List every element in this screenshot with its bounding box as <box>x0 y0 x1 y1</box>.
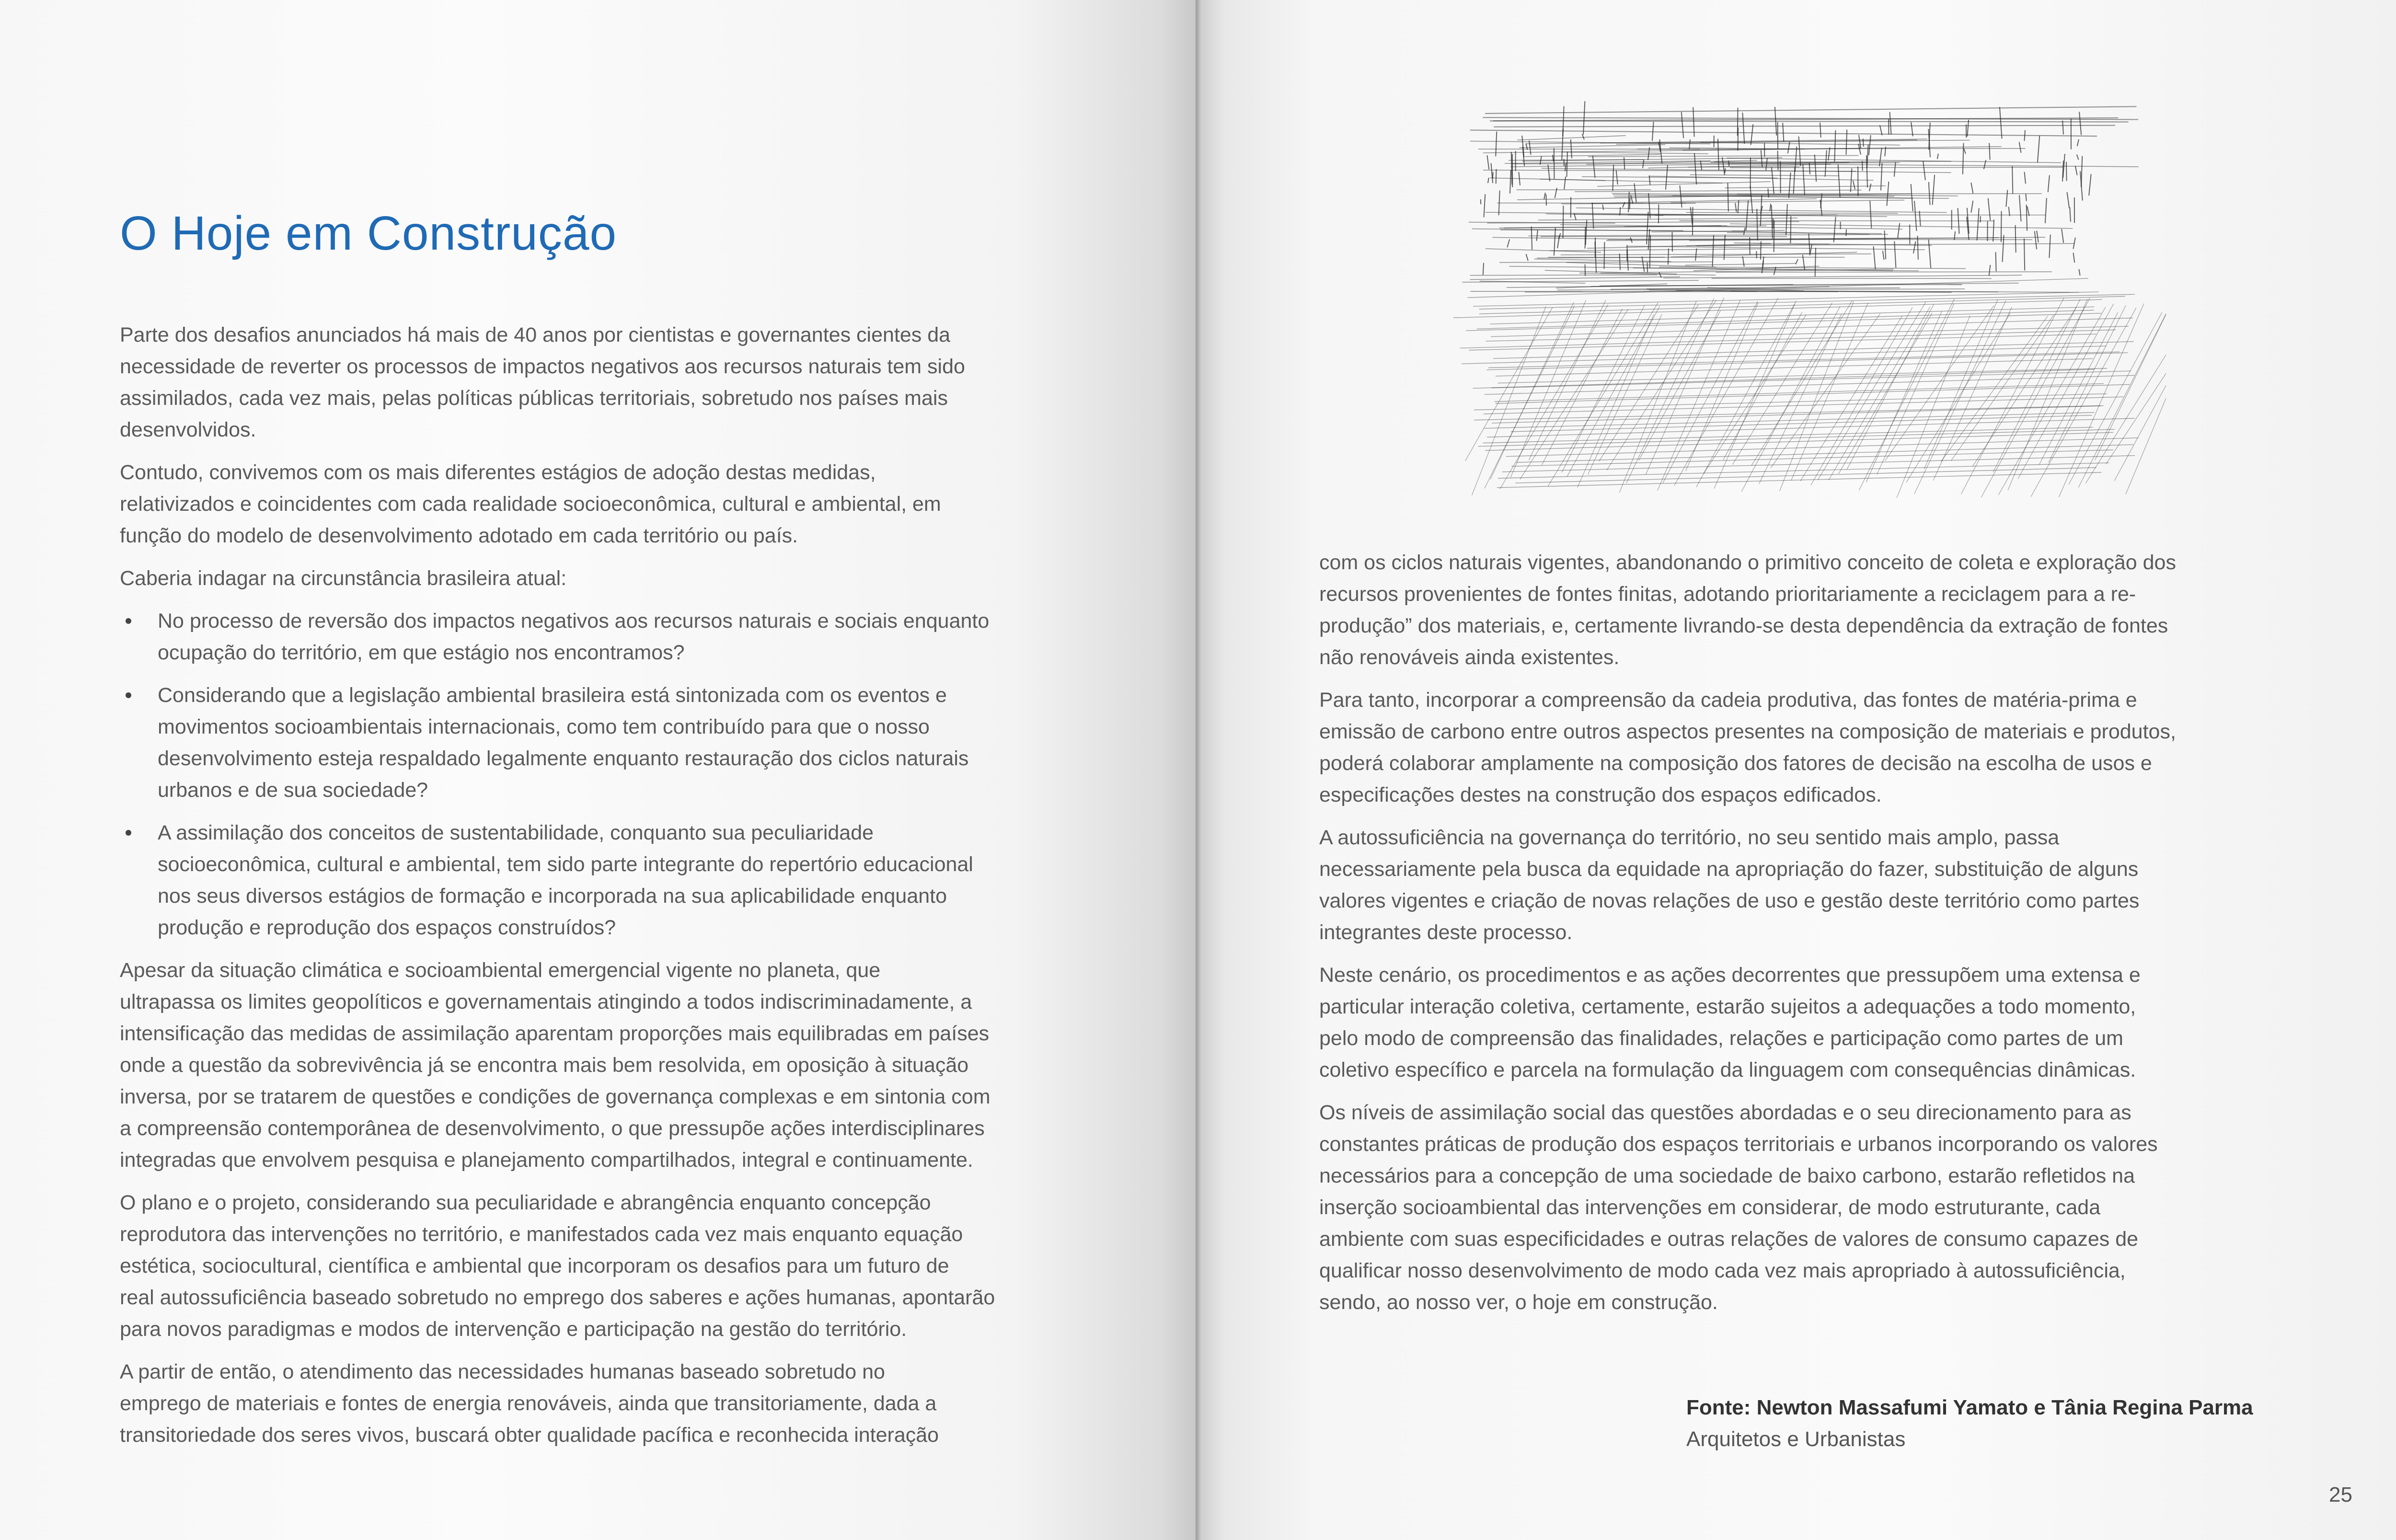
text-line: integradas que envolvem pesquisa e planejamento compartilhados, integral e continuamente. <box>120 1149 973 1172</box>
sketch-stroke <box>1742 256 1744 266</box>
sketch-stroke <box>2024 239 2025 271</box>
sketch-stroke <box>1838 164 1840 197</box>
sketch-stroke <box>1483 427 2093 443</box>
sketch-stroke <box>2019 142 2021 152</box>
sketch-stroke <box>2019 195 2021 221</box>
sketch-stroke <box>1490 121 2129 122</box>
paragraph <box>120 319 995 446</box>
text-line: inserção socioambiental das intervenções em considerar, de modo estruturante, cada <box>1319 1196 2101 1219</box>
sketch-stroke <box>1472 307 1545 495</box>
text-line: ultrapassa os limites geopolíticos e governamentais atingindo a todos indiscriminadamente, a <box>120 990 972 1013</box>
sketch-stroke <box>1643 160 1644 168</box>
sketch-stroke <box>1964 149 1966 154</box>
text-line: A assimilação dos conceitos de sustentabilidade, conquanto sua peculiaridade <box>158 821 874 844</box>
sketch-stroke <box>1696 304 1795 487</box>
sketch-stroke <box>2070 207 2071 222</box>
sketch-stroke <box>1585 264 1586 276</box>
sketch-stroke <box>2085 307 2166 483</box>
sketch-stroke <box>1497 472 2102 488</box>
sketch-stroke <box>2031 308 2136 496</box>
sketch-stroke <box>1919 211 1920 226</box>
sketch-stroke <box>1620 301 1697 493</box>
text-line: nos seus diversos estágios de formação e incorporada na sua aplicabilidade enquanto <box>158 885 947 908</box>
text-line: função do modelo de desenvolvimento adotado em cada território ou país. <box>120 524 798 547</box>
text-line: Neste cenário, os procedimentos e as ações decorrentes que pressupõem uma extensa e <box>1319 964 2141 987</box>
sketch-stroke <box>1484 194 1486 217</box>
sketch-stroke <box>1869 135 1871 155</box>
sketch-stroke <box>2059 304 2143 497</box>
sketch-stroke <box>2012 166 2013 194</box>
sketch-stroke <box>1561 254 1871 255</box>
text-line: Os níveis de assimilação social das questões abordadas e o seu direcionamento para as <box>1319 1101 2131 1124</box>
text-line: reprodutora das intervenções no território, e manifestados cada vez mais enquanto equação <box>120 1223 963 1246</box>
text-line: necessários para a concepção de uma sociedade de baixo carbono, estarão refletidos na <box>1319 1164 2135 1187</box>
sketch-stroke <box>1818 301 1926 480</box>
sketch-stroke <box>2077 154 2079 160</box>
text-line: com os ciclos naturais vigentes, abandonando o primitivo conceito de coleta e exploração dos <box>1319 551 2176 574</box>
sketch-stroke <box>1988 198 1991 221</box>
paragraph <box>120 563 995 594</box>
sketch-stroke <box>1757 209 1758 241</box>
sketch-stroke <box>1485 106 2136 114</box>
sketch-stroke <box>1582 134 1584 139</box>
sketch-stroke <box>1686 212 1898 213</box>
sketch-stroke <box>1879 148 1882 166</box>
sketch-stroke <box>1469 334 2096 350</box>
sketch-stroke <box>1630 237 1632 242</box>
sketch-stroke <box>1517 136 1625 140</box>
sketch-stroke <box>1791 303 1868 481</box>
sketch-stroke <box>2089 174 2091 195</box>
sketch-stroke <box>1954 231 1955 240</box>
city-sketch-illustration <box>1433 96 2166 508</box>
sketch-stroke <box>1682 112 1683 138</box>
sketch-stroke <box>1663 275 2022 278</box>
sketch-stroke <box>2069 312 2162 484</box>
text-line: assimilados, cada vez mais, pelas políticas públicas territoriais, sobretudo nos países mais <box>120 387 948 410</box>
sketch-stroke <box>1825 150 1827 177</box>
sketch-stroke <box>1913 241 1916 253</box>
sketch-stroke <box>1690 175 1839 176</box>
sketch-stroke <box>2049 305 2126 462</box>
sketch-stroke <box>1751 301 1852 466</box>
sketch-stroke <box>1815 155 1816 182</box>
sketch-stroke <box>1894 162 1896 176</box>
text-line: A partir de então, o atendimento das necessidades humanas baseado sobretudo no <box>120 1360 885 1383</box>
sketch-stroke <box>1977 208 1979 240</box>
sketch-stroke <box>1496 384 2130 403</box>
text-line: urbanos e de sua sociedade? <box>158 779 428 802</box>
text-line: ambiente com suas especificidades e outras relações de valores de consumo capazes de <box>1319 1228 2139 1251</box>
sketch-stroke <box>2027 207 2029 216</box>
text-line: especificações destes na construção dos espaços edificados. <box>1319 783 1882 806</box>
sketch-stroke <box>2073 253 2075 263</box>
sketch-stroke <box>1649 176 1874 181</box>
sketch-stroke <box>1555 188 1557 198</box>
sketch-stroke <box>1742 113 1744 144</box>
sketch-stroke <box>1694 153 1696 184</box>
sketch-stroke <box>1670 200 1904 203</box>
sketch-stroke <box>1810 244 1811 253</box>
bullet-icon <box>126 618 131 624</box>
source-credit <box>1686 1392 2253 1455</box>
text-line: coletivo específico e parcela na formulação da linguagem com consequências dinâmicas. <box>1319 1058 2136 1081</box>
sketch-stroke <box>1479 294 2135 309</box>
text-line: ocupação do território, em que estágio nos encontramos? <box>158 641 685 664</box>
bullet-list-item <box>120 817 995 943</box>
text-line: para novos paradigmas e modos de intervenção e participação na gestão do território. <box>120 1318 907 1341</box>
bullet-icon <box>126 692 131 698</box>
sketch-stroke <box>1898 223 1900 238</box>
bullet-list-item <box>120 679 995 806</box>
sketch-stroke <box>1701 161 1702 170</box>
sketch-stroke <box>1561 152 1708 153</box>
text-line: produção” dos materiais, e, certamente livrando-se desta dependência da extração de fontes <box>1319 614 2168 637</box>
sketch-stroke <box>1548 165 1550 182</box>
sketch-stroke <box>1586 220 1587 245</box>
sketch-stroke <box>1993 299 2080 472</box>
sketch-stroke <box>1750 186 1752 213</box>
sketch-stroke <box>1554 228 1555 255</box>
bullet-list-item <box>120 605 995 668</box>
text-line: Contudo, convivemos com os mais diferentes estágios de adoção destas medidas, <box>120 461 876 484</box>
sketch-stroke <box>2079 112 2081 135</box>
sketch-stroke <box>1796 259 1798 264</box>
sketch-stroke <box>1534 259 1671 261</box>
sketch-stroke <box>1510 170 1511 194</box>
paragraph <box>120 1187 995 1345</box>
left-page <box>0 0 1196 1540</box>
sketch-stroke <box>1602 205 1603 210</box>
text-line: movimentos socioambientais internacionais, como tem contribuído para que o nosso <box>158 715 930 738</box>
sketch-stroke <box>1593 156 1595 178</box>
sketch-stroke <box>1869 184 1871 191</box>
paragraph <box>1319 684 2176 811</box>
sketch-stroke <box>2045 198 2047 223</box>
sketch-stroke <box>1929 240 1931 268</box>
sketch-stroke <box>2067 192 2070 208</box>
sketch-stroke <box>1989 265 1991 276</box>
paragraph <box>1319 547 2176 673</box>
sketch-stroke <box>1529 300 1606 460</box>
page-number: 25 <box>2329 1483 2352 1506</box>
text-line: necessidade de reverter os processos de impactos negativos aos recursos naturais tem sido <box>120 355 965 378</box>
sketch-stroke <box>2066 162 2067 181</box>
sketch-stroke <box>1933 307 2012 481</box>
text-line: valores vigentes e criação de novas relações de uso e gestão deste território como partes <box>1319 889 2140 912</box>
text-line: emprego de materiais e fontes de energia renováveis, ainda que transitoriamente, dada a <box>120 1392 937 1415</box>
sketch-stroke <box>1828 147 1830 161</box>
sketch-stroke <box>2025 172 2026 184</box>
sketch-stroke <box>2003 235 2004 262</box>
sketch-stroke <box>1914 300 2006 494</box>
sketch-stroke <box>1515 468 2096 483</box>
source-authors: Newton Massafumi Yamato e Tânia Regina Parma <box>1756 1396 2253 1419</box>
sketch-stroke <box>1607 300 1716 470</box>
sketch-stroke <box>2062 229 2063 243</box>
sketch-stroke <box>1634 184 1636 203</box>
sketch-stroke <box>1874 246 1876 269</box>
sketch-stroke <box>1492 237 1632 239</box>
sketch-stroke <box>2048 175 2050 192</box>
text-line: recursos provenientes de fontes finitas, adotando prioritariamente a reciclagem para a re- <box>1319 583 2136 606</box>
text-line: a compreensão contemporânea de desenvolvimento, o que pressupõe ações interdisciplinares <box>120 1117 985 1140</box>
sketch-stroke <box>2079 269 2080 276</box>
sketch-stroke <box>2049 235 2050 258</box>
text-line: necessariamente pela busca da equidade na apropriação do fazer, substituição de alguns <box>1319 858 2139 881</box>
sketch-stroke <box>1933 175 1935 205</box>
sketch-stroke <box>1786 204 1787 235</box>
sketch-stroke <box>1470 277 1680 280</box>
text-line: O plano e o projeto, considerando sua peculiaridade e abrangência enquanto concepção <box>120 1191 931 1214</box>
text-line: desenvolvimento esteja respaldado legalmente enquanto restauração dos ciclos naturais <box>158 747 969 770</box>
sketch-stroke <box>1811 308 1912 485</box>
sketch-stroke <box>1963 143 1964 174</box>
sketch-stroke <box>1674 298 1778 486</box>
text-line: poderá colaborar amplamente na composição dos fatores de decisão na escolha de usos e <box>1319 752 2152 775</box>
sketch-stroke <box>1993 219 1994 241</box>
text-line: particular interação coletiva, certamente, estarão sujeitos a adequações a todo momento, <box>1319 995 2136 1018</box>
text-line: estética, sociocultural, científica e ambiental que incorporam os desafios para um futuro de <box>120 1254 949 1277</box>
sketch-stroke <box>1484 397 2124 414</box>
sketch-stroke <box>1853 181 1855 189</box>
sketch-stroke <box>1526 254 1528 261</box>
right-column-text <box>1319 547 2176 1329</box>
sketch-stroke <box>1722 157 1725 175</box>
sketch-stroke <box>1883 251 1884 260</box>
sketch-stroke <box>1538 218 1797 220</box>
sketch-stroke <box>1989 143 1990 160</box>
sketch-stroke <box>2126 303 2166 494</box>
text-line: Para tanto, incorporar a compreensão da cadeia produtiva, das fontes de matéria-prima e <box>1319 689 2137 712</box>
sketch-stroke <box>1564 177 1566 189</box>
sketch-stroke <box>1627 246 1924 250</box>
text-line: No processo de reversão dos impactos negativos aos recursos naturais e sociais enquanto <box>158 609 990 632</box>
text-line: Apesar da situação climática e socioambiental emergencial vigente no planeta, que <box>120 959 881 982</box>
sketch-stroke <box>1490 178 1605 181</box>
sketch-stroke <box>1967 120 1969 137</box>
text-line: inversa, por se tratarem de questões e condições de governança complexas e em sintonia com <box>120 1085 991 1108</box>
sketch-stroke <box>2038 136 2039 162</box>
sketch-stroke <box>1495 384 2104 402</box>
sketch-stroke <box>1652 122 1654 141</box>
text-line: relativizados e coincidentes com cada realidade socioeconômica, cultural e ambiental, em <box>120 493 941 516</box>
sketch-stroke <box>1971 201 1973 213</box>
paragraph <box>1319 959 2176 1086</box>
sketch-stroke <box>1563 206 1564 238</box>
sketch-stroke <box>1685 264 1796 265</box>
sketch-stroke <box>1575 190 1862 192</box>
sketch-stroke <box>1783 123 1784 141</box>
sketch-stroke <box>1616 170 1618 184</box>
paragraph <box>120 1356 995 1451</box>
sketch-stroke <box>1519 145 1665 148</box>
source-role: Arquitetos e Urbanistas <box>1686 1427 1906 1451</box>
sketch-stroke <box>1642 256 1644 272</box>
paragraph <box>1319 822 2176 948</box>
text-line: pelo modo de compreensão das finalidades, relações e participação como partes de um <box>1319 1027 2123 1050</box>
sketch-stroke <box>1473 292 2098 306</box>
sketch-stroke <box>2000 107 2002 138</box>
sketch-stroke <box>1780 301 1854 491</box>
sketch-stroke <box>2062 161 2063 182</box>
text-line: Caberia indagar na circunstância brasileira atual: <box>120 567 567 590</box>
sketch-stroke <box>1487 155 1489 170</box>
text-line: integrantes deste processo. <box>1319 921 1573 944</box>
left-column-text <box>120 319 995 1462</box>
sketch-stroke <box>1924 299 1998 469</box>
text-line: transitoriedade dos seres vivos, buscará obter qualidade pacífica e reconhecida interação <box>120 1424 939 1447</box>
text-line: A autossuficiência na governança do território, no seu sentido mais amplo, passa <box>1319 826 2060 849</box>
sketch-stroke <box>1544 193 1545 199</box>
sketch-stroke <box>1588 155 1858 157</box>
text-line: onde a questão da sobrevivência já se encontra mais bem resolvida, em oposição à situação <box>120 1054 969 1077</box>
sketch-stroke <box>1735 203 1737 212</box>
bullet-icon <box>126 830 131 836</box>
text-line: desenvolvidos. <box>120 418 256 441</box>
sketch-stroke <box>1971 183 1973 194</box>
sketch-stroke <box>2035 231 2037 249</box>
sketch-stroke <box>1937 154 1938 159</box>
source-label: Fonte: <box>1686 1396 1751 1419</box>
sketch-stroke <box>1658 300 1740 491</box>
sketch-stroke <box>1496 169 1497 184</box>
text-line: Parte dos desafios anunciados há mais de 40 anos por cientistas e governantes cientes da <box>120 323 951 346</box>
sketch-stroke <box>2077 139 2079 146</box>
text-line: socioeconômica, cultural e ambiental, tem sido parte integrante do repertório educacional <box>158 853 973 876</box>
sketch-stroke <box>1704 315 1806 474</box>
sketch-stroke <box>1718 139 1719 170</box>
text-line: constantes práticas de produção dos espaços territoriais e urbanos incorporando os valores <box>1319 1133 2158 1156</box>
paragraph <box>120 457 995 552</box>
text-line: qualificar nosso desenvolvimento de modo cada vez mais apropriado à autossuficiência, <box>1319 1259 2126 1282</box>
sketch-stroke <box>1536 230 1537 241</box>
sketch-stroke <box>1725 186 1886 188</box>
sketch-stroke <box>1911 184 1913 211</box>
text-line: emissão de carbono entre outros aspectos presentes na composição de materiais e produtos, <box>1319 720 2176 743</box>
sketch-stroke <box>1494 126 2115 127</box>
sketch-stroke <box>1542 309 1623 465</box>
sketch-stroke <box>1491 163 1493 183</box>
sketch-stroke <box>1470 275 1657 276</box>
text-line: sendo, ao nosso ver, o hoje em construção. <box>1319 1291 1718 1314</box>
text-line: real autossuficiência baseado sobretudo no emprego dos saberes e ações humanas, apontarão <box>120 1286 995 1309</box>
sketch-stroke <box>2006 190 2007 207</box>
sketch-stroke <box>2037 230 2039 242</box>
text-line: intensificação das medidas de assimilação aparentam proporções mais equilibradas em países <box>120 1022 990 1045</box>
text-line: produção e reprodução dos espaços construídos? <box>158 916 616 939</box>
sketch-stroke <box>1488 178 1489 183</box>
sketch-stroke <box>2024 130 2025 141</box>
sketch-stroke <box>2075 166 2077 175</box>
text-line: não renováveis ainda existentes. <box>1319 646 1620 669</box>
paragraph <box>1319 1097 2176 1318</box>
sketch-stroke <box>1507 239 1509 247</box>
sketch-stroke <box>2106 313 2166 464</box>
sketch-stroke <box>2018 304 2113 479</box>
sketch-stroke <box>1877 304 1954 474</box>
paragraph <box>120 954 995 1176</box>
sketch-stroke <box>1820 123 1821 138</box>
sketch-stroke <box>2062 121 2063 135</box>
sketch-stroke <box>1550 249 1761 251</box>
sketch-stroke <box>1834 130 1835 162</box>
sketch-stroke <box>1890 112 1891 135</box>
page-title: O Hoje em Construção <box>120 207 617 260</box>
text-line: Considerando que a legislação ambiental brasileira está sintonizada com os eventos e <box>158 684 947 707</box>
sketch-stroke <box>1483 263 1484 275</box>
sketch-stroke <box>1578 314 1654 487</box>
sketch-stroke <box>1730 167 2062 168</box>
sketch-stroke <box>1923 161 1925 180</box>
